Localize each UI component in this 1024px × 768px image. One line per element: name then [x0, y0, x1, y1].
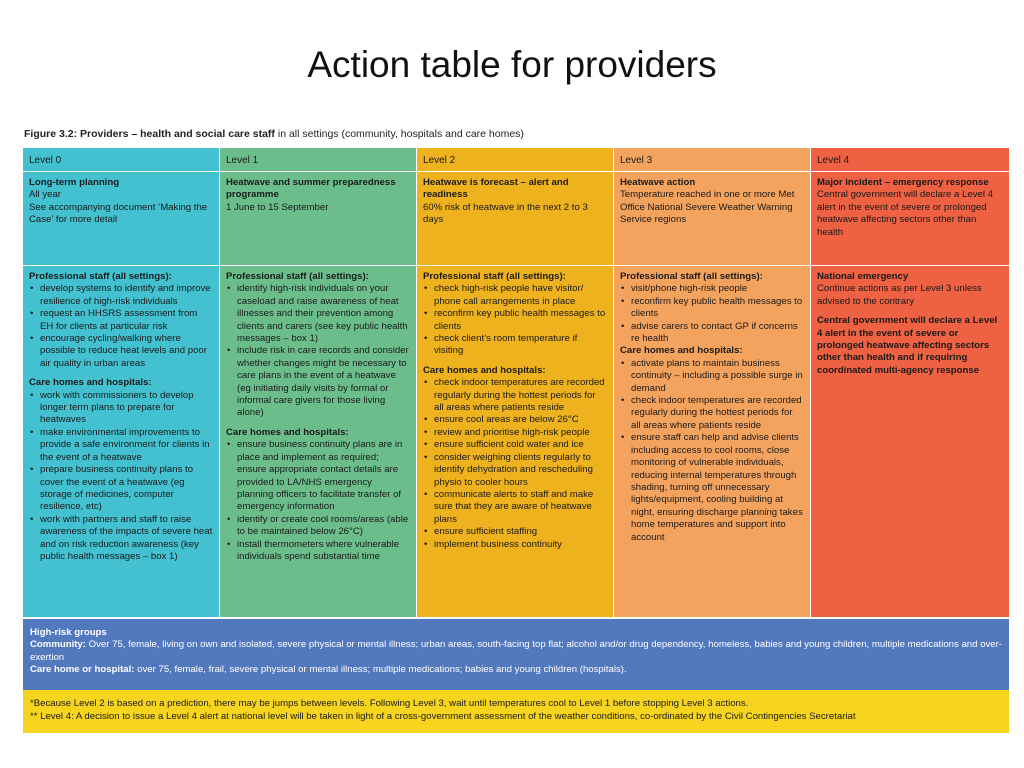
professional-staff-title: Professional staff (all settings):: [620, 271, 763, 282]
level-1-actions: [220, 266, 417, 618]
level-4-phase: [811, 172, 1009, 266]
list-item: • advise carers to contact GP if concerns re health: [620, 321, 804, 346]
list-item: • implement business continuity: [423, 539, 607, 551]
list-item: • check indoor temperatures are recorded regularly during the hottest periods for all areas where patients reside: [620, 395, 804, 432]
phase-line: All year: [29, 189, 61, 201]
community-text: Over 75, female, living on own and isolated, severe physical or mental illness; urban areas, south-facing top flat; alcohol and/or drug dependency, homeless, babies and young children, multiple medications and over-exertion: [30, 639, 1002, 663]
list-item: • install thermometers where vulnerable individuals spend substantial time: [226, 539, 410, 564]
list-item: • request an HHSRS assessment from EH for clients at particular risk: [29, 308, 213, 333]
level-4-header: Level 4: [811, 148, 1009, 172]
phase-line: Temperature reached in one or more Met Office National Severe Weather Warning Service regions: [620, 189, 795, 226]
list-item: • consider weighing clients regularly to identify dehydration and rescheduling physio to cooler hours: [423, 452, 607, 489]
professional-list: [620, 283, 804, 345]
level-2-header: Level 2: [417, 148, 614, 172]
phase-title: Heatwave action: [620, 177, 696, 188]
list-item: • reconfirm key public health messages to clients: [620, 296, 804, 321]
action-table: [23, 148, 1009, 618]
care-home-text: over 75, female, frail, severe physical or mental illness; multiple medications; babies and young children (hospitals).: [134, 664, 627, 676]
high-risk-groups-title: High-risk groups: [30, 627, 107, 638]
footnote: *Because Level 2 is based on a prediction, there may be jumps between levels. Following Level 3, wait until temperatures cool to Level 1 before stopping Level 3 actions.: [30, 698, 749, 709]
list-item: • ensure business continuity plans are in place and implement as required; ensure appropriate contact details are provided to LA/NHS emergency planning officers to facilitate transfer of emergency information: [226, 439, 410, 513]
list-item: • communicate alerts to staff and make sure that they are aware of heatwave plans: [423, 489, 607, 526]
list-item: • prepare business continuity plans to cover the event of a heatwave (eg storage of medicines, computer resilience, etc): [29, 464, 213, 514]
care-list: [620, 358, 804, 544]
community-risk: [30, 639, 1002, 664]
phase-title: Long-term planning: [29, 177, 120, 188]
footnotes: [23, 690, 1009, 733]
list-item: • check high-risk people have visitor/ phone call arrangements in place: [423, 283, 607, 308]
level-4-actions: [811, 266, 1009, 618]
slide-title: Action table for providers: [307, 44, 717, 85]
level-0-actions: [23, 266, 220, 618]
phase-title: Heatwave is forecast – alert and readiness: [423, 177, 569, 201]
list-item: • include risk in care records and consider whether changes might be necessary to care plans in the event of a heatwave (eg initiating daily visits by formal or informal care givers for those living alone): [226, 345, 410, 419]
list-item: • reconfirm key public health messages to clients: [423, 308, 607, 333]
care-list: [29, 390, 213, 564]
care-list: [423, 377, 607, 551]
national-emergency-title: National emergency: [817, 271, 909, 282]
professional-list: [423, 283, 607, 357]
level-3-phase: [614, 172, 811, 266]
list-item: • identify high-risk individuals on your caseload and raise awareness of heat illnesses and their prevention among clients and carers (see key public health messages – box 1): [226, 283, 410, 345]
phase-line: 1 June to 15 September: [226, 201, 329, 213]
care-list: [226, 439, 410, 563]
phase-title: Major incident – emergency response: [817, 177, 989, 188]
care-home-label: Care home or hospital:: [30, 664, 135, 676]
list-item: • ensure cool areas are below 26°C: [423, 414, 607, 426]
care-homes-title: Care homes and hospitals:: [620, 345, 743, 357]
footnote: ** Level 4: A decision to issue a Level 4 alert at national level will be taken in light of a cross-government assessment of the weather conditions, co-ordinated by the Civil Contingencies Secretariat: [30, 710, 856, 722]
national-emergency-declaration: Central government will declare a Level 4 alert in the event of severe or prolonged heatwave affecting sectors other than health and if requiring coordinated multi-agency response: [817, 315, 998, 376]
care-homes-title: Care homes and hospitals:: [29, 377, 152, 389]
level-1-phase: [220, 172, 417, 266]
care-home-risk: [30, 664, 1002, 676]
national-emergency-text: Continue actions as per Level 3 unless advised to the contrary: [817, 283, 982, 307]
phase-title: Heatwave and summer preparedness programme: [226, 177, 396, 201]
level-3-header: Level 3: [614, 148, 811, 172]
community-label: Community:: [30, 639, 86, 651]
list-item: • ensure staff can help and advise clients including access to cool rooms, close monitoring of vulnerable individuals, reducing internal temperatures through shading, turning off unnecessary lights/equipment, cooling building at night, ensuring discharge planning takes home temperatures and support into account: [620, 432, 804, 544]
professional-list: [226, 283, 410, 419]
phase-line: Central government will declare a Level 4 alert in the event of severe or prolonged heatwave affecting sectors other than health: [817, 189, 993, 238]
professional-staff-title: Professional staff (all settings):: [226, 271, 369, 282]
list-item: • identify or create cool rooms/areas (able to be maintained below 26°C): [226, 514, 410, 539]
list-item: • make environmental improvements to provide a safe environment for clients in the event of a heatwave: [29, 427, 213, 464]
list-item: • develop systems to identify and improve resilience of high-risk individuals: [29, 283, 213, 308]
list-item: • work with commissioners to develop longer term plans to prepare for heatwaves: [29, 390, 213, 427]
phase-line: See accompanying document ‘Making the Case’ for more detail: [29, 201, 208, 226]
level-1-header: Level 1: [220, 148, 417, 172]
professional-staff-title: Professional staff (all settings):: [423, 271, 566, 282]
list-item: • check client’s room temperature if visiting: [423, 333, 607, 358]
level-2-actions: [417, 266, 614, 618]
professional-list: [29, 283, 213, 370]
professional-staff-title: Professional staff (all settings):: [29, 271, 172, 282]
list-item: • visit/phone high-risk people: [620, 283, 804, 295]
level-2-phase: [417, 172, 614, 266]
figure-caption-rest: in all settings (community, hospitals and care homes): [274, 128, 524, 140]
list-item: • review and prioritise high-risk people: [423, 427, 607, 439]
care-homes-title: Care homes and hospitals:: [226, 426, 349, 438]
level-0-header: Level 0: [23, 148, 220, 172]
list-item: • ensure sufficient staffing: [423, 526, 607, 538]
list-item: • ensure sufficient cold water and ice: [423, 439, 607, 451]
figure-caption: [24, 128, 524, 140]
level-0-phase: [23, 172, 220, 266]
figure-caption-label: Figure 3.2: Providers – health and social care staff: [24, 128, 275, 140]
list-item: • encourage cycling/walking where possible to reduce heat levels and poor air quality in urban areas: [29, 333, 213, 370]
high-risk-groups: [23, 619, 1009, 690]
list-item: • check indoor temperatures are recorded regularly during the hottest periods for all areas where patients reside: [423, 377, 607, 414]
list-item: • activate plans to maintain business continuity – including a possible surge in demand: [620, 358, 804, 395]
level-3-actions: [614, 266, 811, 618]
care-homes-title: Care homes and hospitals:: [423, 364, 546, 376]
list-item: • work with partners and staff to raise awareness of the impacts of severe heat and on risk reduction awareness (key public health messages – box 1): [29, 514, 213, 564]
phase-line: 60% risk of heatwave in the next 2 to 3 days: [423, 201, 588, 226]
